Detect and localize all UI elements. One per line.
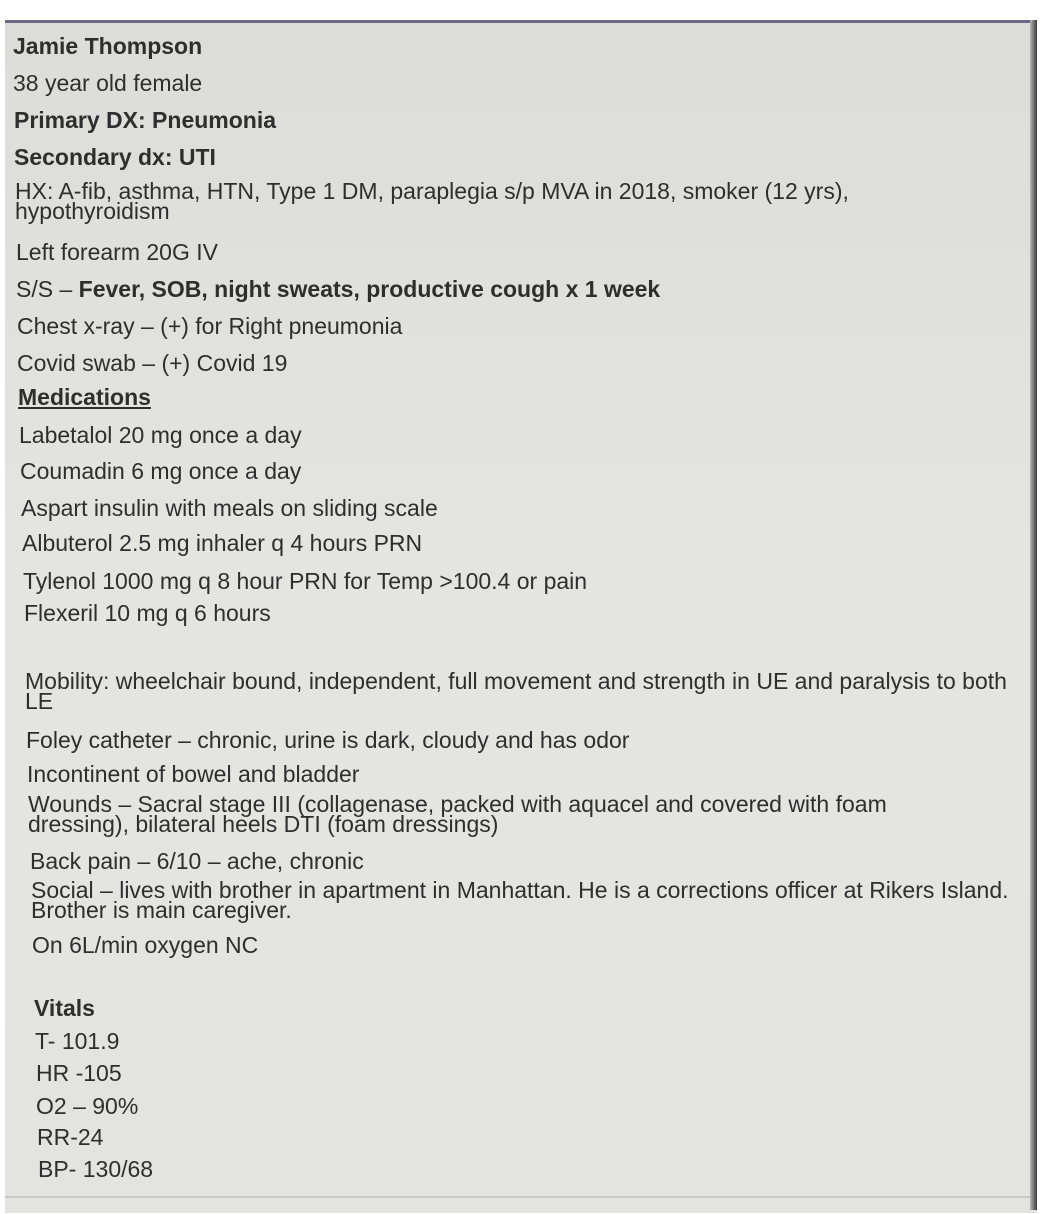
wounds: Wounds – Sacral stage III (collagenase, packed with aquacel and covered with foam dressing), bilateral heels DTI (foam dressings) (28, 791, 887, 837)
social-history: Social – lives with brother in apartment in Manhattan. He is a corrections officer at Rikers Island. Brother is main caregiver. (31, 877, 1009, 923)
monitor-bezel (1030, 20, 1037, 1210)
vital-oxygen: O2 – 90% (36, 1093, 139, 1119)
medication-item: Tylenol 1000 mg q 8 hour PRN for Temp >100.4 or pain (23, 568, 588, 594)
patient-age-sex: 38 year old female (13, 70, 203, 96)
signs-symptoms-prefix: S/S – (16, 276, 79, 302)
vital-blood-pressure: BP- 130/68 (38, 1156, 154, 1182)
oxygen: On 6L/min oxygen NC (32, 932, 259, 958)
covid-swab: Covid swab – (+) Covid 19 (17, 350, 288, 376)
vital-temperature: T- 101.9 (35, 1028, 120, 1054)
primary-diagnosis: Primary DX: Pneumonia (14, 107, 277, 133)
medication-item: Flexeril 10 mg q 6 hours (24, 600, 271, 626)
history: HX: A-fib, asthma, HTN, Type 1 DM, paraplegia s/p MVA in 2018, smoker (12 yrs), hypothyroidism (15, 178, 849, 224)
vital-heart-rate: HR -105 (36, 1060, 122, 1086)
secondary-diagnosis: Secondary dx: UTI (14, 144, 216, 170)
incontinence: Incontinent of bowel and bladder (27, 761, 360, 787)
medication-item: Labetalol 20 mg once a day (19, 422, 302, 448)
back-pain: Back pain – 6/10 – ache, chronic (30, 848, 364, 874)
chest-xray: Chest x-ray – (+) for Right pneumonia (17, 313, 403, 339)
document-bottom-divider (5, 1196, 1030, 1198)
medications-heading: Medications (18, 384, 151, 410)
mobility: Mobility: wheelchair bound, independent, full movement and strength in UE and paralysis to both LE (25, 668, 1007, 714)
monitor-screen (5, 20, 1037, 1213)
medication-item: Albuterol 2.5 mg inhaler q 4 hours PRN (22, 530, 423, 556)
vital-respiratory-rate: RR-24 (37, 1124, 104, 1150)
vitals-heading: Vitals (34, 995, 95, 1021)
medication-item: Aspart insulin with meals on sliding scale (21, 495, 438, 521)
iv-access: Left forearm 20G IV (16, 239, 218, 265)
signs-symptoms (16, 277, 660, 301)
foley-catheter: Foley catheter – chronic, urine is dark, cloudy and has odor (26, 727, 630, 753)
patient-name: Jamie Thompson (13, 33, 203, 59)
medication-item: Coumadin 6 mg once a day (20, 458, 302, 484)
signs-symptoms-text: Fever, SOB, night sweats, productive cough x 1 week (78, 276, 661, 302)
